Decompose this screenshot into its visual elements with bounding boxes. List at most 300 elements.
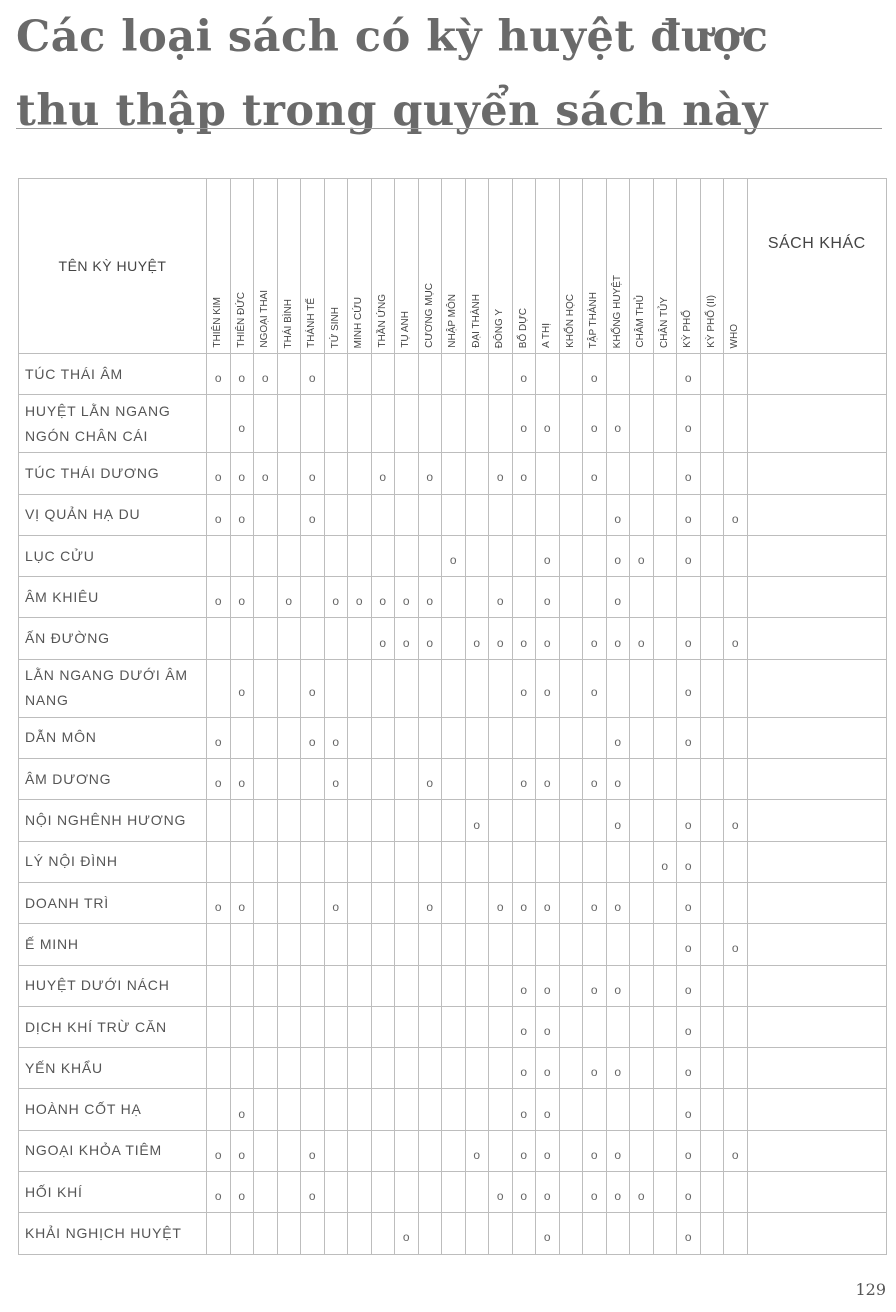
book-mark-cell <box>324 841 348 882</box>
book-mark-cell <box>207 618 231 659</box>
book-mark-cell: o <box>677 618 701 659</box>
book-mark-cell: o <box>606 800 630 841</box>
book-mark-cell <box>254 1006 278 1047</box>
book-mark-cell <box>324 1172 348 1213</box>
book-mark-cell <box>301 395 325 453</box>
book-mark-cell <box>724 1048 748 1089</box>
book-mark-cell <box>348 965 372 1006</box>
book-mark-cell <box>724 1089 748 1130</box>
book-mark-cell <box>512 577 536 618</box>
book-mark-cell: o <box>583 395 607 453</box>
book-mark-cell <box>700 535 724 576</box>
table-row <box>19 494 887 535</box>
book-mark-cell: o <box>536 577 560 618</box>
book-mark-cell <box>724 759 748 800</box>
book-mark-cell <box>395 759 419 800</box>
book-mark-cell: o <box>230 494 254 535</box>
book-mark-cell <box>395 494 419 535</box>
book-mark-cell <box>700 924 724 965</box>
book-mark-cell <box>254 924 278 965</box>
book-mark-cell <box>418 841 442 882</box>
other-books-cell <box>747 535 887 576</box>
book-mark-cell: o <box>606 1172 630 1213</box>
book-mark-cell: o <box>512 1130 536 1171</box>
book-mark-cell <box>442 453 466 494</box>
book-mark-cell <box>465 453 489 494</box>
book-mark-cell: o <box>677 800 701 841</box>
book-mark-cell <box>207 395 231 453</box>
book-column-label: A THỊ <box>541 323 553 348</box>
book-mark-cell: o <box>512 759 536 800</box>
book-mark-cell <box>418 354 442 395</box>
book-column-label: THẦN ỨNG <box>376 294 388 348</box>
book-mark-cell <box>653 577 677 618</box>
book-mark-cell <box>465 1006 489 1047</box>
book-mark-cell: o <box>324 577 348 618</box>
book-mark-cell <box>559 1172 583 1213</box>
table-row <box>19 535 887 576</box>
book-mark-cell <box>301 759 325 800</box>
book-mark-cell <box>512 1213 536 1254</box>
table-row <box>19 841 887 882</box>
book-mark-cell <box>207 1213 231 1254</box>
book-mark-cell <box>348 800 372 841</box>
book-mark-cell: o <box>606 717 630 758</box>
book-mark-cell <box>230 618 254 659</box>
book-mark-cell <box>371 924 395 965</box>
other-books-cell <box>747 494 887 535</box>
book-mark-cell <box>559 924 583 965</box>
book-mark-cell <box>442 618 466 659</box>
book-mark-cell <box>630 882 654 923</box>
book-mark-cell <box>724 354 748 395</box>
book-mark-cell <box>465 882 489 923</box>
book-mark-cell <box>277 659 301 717</box>
book-mark-cell <box>254 618 278 659</box>
book-mark-cell <box>536 924 560 965</box>
book-mark-cell <box>348 1089 372 1130</box>
book-mark-cell: o <box>583 354 607 395</box>
book-mark-cell: o <box>512 1048 536 1089</box>
book-mark-cell: o <box>207 453 231 494</box>
book-mark-cell: o <box>371 453 395 494</box>
book-mark-cell <box>324 1048 348 1089</box>
book-mark-cell: o <box>465 618 489 659</box>
book-column-label: THIÊN ĐỨC <box>235 292 247 348</box>
book-mark-cell <box>653 659 677 717</box>
book-mark-cell: o <box>418 577 442 618</box>
table-row <box>19 759 887 800</box>
book-mark-cell <box>630 453 654 494</box>
book-mark-cell <box>512 494 536 535</box>
book-mark-cell <box>277 717 301 758</box>
book-mark-cell <box>230 535 254 576</box>
book-mark-cell: o <box>536 395 560 453</box>
book-mark-cell <box>254 659 278 717</box>
book-mark-cell <box>724 577 748 618</box>
book-mark-cell <box>559 395 583 453</box>
book-mark-cell <box>230 841 254 882</box>
table-row <box>19 1089 887 1130</box>
book-mark-cell <box>371 1130 395 1171</box>
book-mark-cell <box>465 1089 489 1130</box>
book-mark-cell <box>324 924 348 965</box>
book-mark-cell <box>371 1089 395 1130</box>
book-mark-cell <box>207 965 231 1006</box>
book-column-label: TỤ ANH <box>400 311 412 348</box>
book-mark-cell <box>583 800 607 841</box>
acupoint-name: TÚC THÁI ÂM <box>19 354 207 395</box>
book-mark-cell <box>653 494 677 535</box>
book-mark-cell <box>254 800 278 841</box>
book-mark-cell <box>583 494 607 535</box>
book-mark-cell: o <box>230 882 254 923</box>
book-mark-cell <box>277 1213 301 1254</box>
book-mark-cell: o <box>536 1213 560 1254</box>
book-mark-cell <box>395 1048 419 1089</box>
book-mark-cell: o <box>724 618 748 659</box>
book-mark-cell <box>536 453 560 494</box>
book-mark-cell: o <box>606 535 630 576</box>
book-mark-cell <box>700 395 724 453</box>
book-mark-cell: o <box>465 800 489 841</box>
table-row <box>19 618 887 659</box>
book-mark-cell <box>277 535 301 576</box>
book-mark-cell <box>630 965 654 1006</box>
book-mark-cell <box>442 759 466 800</box>
other-books-cell <box>747 577 887 618</box>
book-mark-cell <box>653 453 677 494</box>
book-mark-cell <box>395 354 419 395</box>
book-mark-cell <box>465 1048 489 1089</box>
book-mark-cell <box>277 759 301 800</box>
acupoint-name: LỤC CỬU <box>19 535 207 576</box>
book-mark-cell: o <box>724 800 748 841</box>
book-mark-cell <box>418 800 442 841</box>
book-mark-cell: o <box>512 965 536 1006</box>
book-mark-cell <box>700 494 724 535</box>
book-mark-cell <box>536 841 560 882</box>
book-mark-cell: o <box>630 1172 654 1213</box>
book-mark-cell <box>230 1006 254 1047</box>
book-mark-cell <box>512 535 536 576</box>
book-mark-cell: o <box>677 1213 701 1254</box>
book-mark-cell <box>348 535 372 576</box>
book-mark-cell <box>348 924 372 965</box>
book-mark-cell: o <box>606 494 630 535</box>
book-mark-cell: o <box>583 1130 607 1171</box>
book-mark-cell: o <box>583 1172 607 1213</box>
book-mark-cell: o <box>677 453 701 494</box>
table-row <box>19 1213 887 1254</box>
table-row <box>19 577 887 618</box>
book-mark-cell <box>700 1048 724 1089</box>
book-column-label: KỲ PHỔ <box>682 310 694 348</box>
book-mark-cell <box>207 659 231 717</box>
book-mark-cell <box>395 1130 419 1171</box>
book-mark-cell: o <box>724 1130 748 1171</box>
book-mark-cell <box>559 494 583 535</box>
book-mark-cell: o <box>583 453 607 494</box>
book-mark-cell <box>254 1130 278 1171</box>
book-mark-cell <box>700 965 724 1006</box>
book-mark-cell: o <box>301 354 325 395</box>
book-mark-cell <box>395 1089 419 1130</box>
book-mark-cell <box>653 354 677 395</box>
other-books-cell <box>747 1089 887 1130</box>
book-mark-cell <box>724 1006 748 1047</box>
book-mark-cell <box>630 494 654 535</box>
book-mark-cell <box>559 453 583 494</box>
book-column-header <box>583 179 607 354</box>
book-mark-cell: o <box>442 535 466 576</box>
book-mark-cell <box>724 395 748 453</box>
book-mark-cell <box>465 965 489 1006</box>
book-mark-cell <box>700 618 724 659</box>
book-mark-cell <box>324 494 348 535</box>
book-column-label: KHỔN HỌC <box>564 294 576 348</box>
book-mark-cell: o <box>489 1172 513 1213</box>
book-column-header <box>230 179 254 354</box>
book-mark-cell: o <box>512 1089 536 1130</box>
table-row <box>19 1048 887 1089</box>
other-books-cell <box>747 800 887 841</box>
book-mark-cell <box>418 395 442 453</box>
book-mark-cell: o <box>583 1048 607 1089</box>
book-mark-cell <box>512 717 536 758</box>
book-mark-cell <box>348 494 372 535</box>
book-mark-cell: o <box>536 759 560 800</box>
book-column-label: TỨ SINH <box>329 306 341 348</box>
book-mark-cell: o <box>254 354 278 395</box>
book-mark-cell: o <box>371 618 395 659</box>
book-mark-cell <box>277 924 301 965</box>
acupoint-name: HỐI KHÍ <box>19 1172 207 1213</box>
book-mark-cell <box>465 1172 489 1213</box>
book-mark-cell <box>277 800 301 841</box>
book-mark-cell <box>442 717 466 758</box>
other-books-cell <box>747 453 887 494</box>
book-mark-cell <box>442 1089 466 1130</box>
book-column-header <box>724 179 748 354</box>
book-mark-cell <box>700 453 724 494</box>
book-mark-cell <box>630 717 654 758</box>
book-mark-cell: o <box>724 924 748 965</box>
book-column-label: CƯƠNG MỤC <box>423 283 435 348</box>
book-mark-cell <box>536 717 560 758</box>
book-mark-cell <box>653 1048 677 1089</box>
acupoint-name: DẪN MÔN <box>19 717 207 758</box>
book-mark-cell: o <box>324 882 348 923</box>
book-mark-cell <box>230 1213 254 1254</box>
book-mark-cell <box>653 1213 677 1254</box>
book-mark-cell: o <box>207 759 231 800</box>
book-mark-cell <box>489 759 513 800</box>
acupoint-name: TÚC THÁI DƯƠNG <box>19 453 207 494</box>
book-mark-cell <box>630 1089 654 1130</box>
book-column-header <box>254 179 278 354</box>
book-mark-cell <box>724 841 748 882</box>
acupoint-name: HUYỆT DƯỚI NÁCH <box>19 965 207 1006</box>
book-mark-cell: o <box>677 717 701 758</box>
book-mark-cell <box>630 354 654 395</box>
book-mark-cell <box>465 841 489 882</box>
book-mark-cell <box>371 395 395 453</box>
table-body <box>19 354 887 1255</box>
book-mark-cell <box>418 717 442 758</box>
book-mark-cell <box>230 924 254 965</box>
book-mark-cell <box>254 395 278 453</box>
other-books-cell <box>747 965 887 1006</box>
book-mark-cell <box>583 841 607 882</box>
book-mark-cell <box>512 924 536 965</box>
acupoint-name: HOÀNH CỐT HẠ <box>19 1089 207 1130</box>
book-mark-cell <box>653 1130 677 1171</box>
book-mark-cell: o <box>348 577 372 618</box>
book-column-label: ĐÔNG Y <box>494 308 506 348</box>
table-row <box>19 354 887 395</box>
book-mark-cell: o <box>301 1130 325 1171</box>
book-mark-cell <box>489 924 513 965</box>
book-mark-cell <box>301 965 325 1006</box>
book-mark-cell <box>442 924 466 965</box>
book-mark-cell: o <box>677 1172 701 1213</box>
book-mark-cell <box>301 1048 325 1089</box>
page-number: 129 <box>855 1280 886 1299</box>
book-mark-cell <box>606 1089 630 1130</box>
book-mark-cell <box>254 717 278 758</box>
book-mark-cell <box>418 535 442 576</box>
acupoint-name: Ế MINH <box>19 924 207 965</box>
book-mark-cell <box>700 577 724 618</box>
book-mark-cell: o <box>536 1130 560 1171</box>
book-mark-cell <box>442 965 466 1006</box>
book-mark-cell: o <box>653 841 677 882</box>
book-mark-cell <box>700 354 724 395</box>
book-mark-cell <box>418 1006 442 1047</box>
book-mark-cell: o <box>418 882 442 923</box>
book-mark-cell <box>512 841 536 882</box>
book-mark-cell <box>465 1213 489 1254</box>
book-mark-cell: o <box>677 1048 701 1089</box>
book-mark-cell <box>277 841 301 882</box>
book-mark-cell <box>536 800 560 841</box>
book-mark-cell <box>653 965 677 1006</box>
page-title <box>16 0 886 148</box>
book-mark-cell <box>395 800 419 841</box>
book-mark-cell: o <box>207 494 231 535</box>
book-column-header <box>301 179 325 354</box>
book-mark-cell <box>395 882 419 923</box>
book-mark-cell <box>489 395 513 453</box>
book-mark-cell <box>630 924 654 965</box>
book-mark-cell <box>207 1089 231 1130</box>
book-mark-cell <box>559 717 583 758</box>
book-column-header <box>371 179 395 354</box>
book-mark-cell <box>653 395 677 453</box>
book-mark-cell <box>630 1048 654 1089</box>
acupoint-name: LẰN NGANG DƯỚI ÂM NANG <box>19 659 207 717</box>
book-mark-cell <box>465 659 489 717</box>
book-mark-cell: o <box>606 882 630 923</box>
book-mark-cell: o <box>677 965 701 1006</box>
other-books-cell <box>747 717 887 758</box>
book-column-header <box>277 179 301 354</box>
acupoint-name: DOANH TRÌ <box>19 882 207 923</box>
book-mark-cell: o <box>371 577 395 618</box>
book-mark-cell <box>371 1006 395 1047</box>
book-mark-cell <box>254 494 278 535</box>
book-column-header <box>324 179 348 354</box>
book-mark-cell <box>724 882 748 923</box>
book-mark-cell <box>465 395 489 453</box>
book-mark-cell <box>230 1048 254 1089</box>
book-mark-cell <box>277 1006 301 1047</box>
book-mark-cell <box>324 535 348 576</box>
book-mark-cell <box>254 965 278 1006</box>
book-mark-cell: o <box>630 535 654 576</box>
book-mark-cell <box>418 1213 442 1254</box>
book-mark-cell: o <box>677 1089 701 1130</box>
book-mark-cell: o <box>230 1130 254 1171</box>
book-mark-cell <box>395 965 419 1006</box>
book-mark-cell: o <box>301 717 325 758</box>
book-mark-cell <box>536 354 560 395</box>
book-mark-cell <box>489 800 513 841</box>
book-mark-cell <box>559 882 583 923</box>
book-mark-cell <box>724 535 748 576</box>
book-mark-cell <box>418 965 442 1006</box>
book-column-label: THIÊN KIM <box>212 297 224 348</box>
acupoint-book-table <box>18 178 887 1255</box>
book-mark-cell <box>465 535 489 576</box>
book-mark-cell <box>630 759 654 800</box>
book-mark-cell <box>277 395 301 453</box>
book-mark-cell <box>442 577 466 618</box>
book-column-label: NHẬP MÔN <box>447 294 459 348</box>
book-mark-cell <box>630 800 654 841</box>
book-mark-cell <box>371 1048 395 1089</box>
book-mark-cell <box>254 1172 278 1213</box>
table-row <box>19 395 887 453</box>
book-mark-cell <box>395 453 419 494</box>
book-mark-cell <box>583 535 607 576</box>
book-mark-cell: o <box>207 882 231 923</box>
book-mark-cell <box>442 800 466 841</box>
book-mark-cell: o <box>489 577 513 618</box>
book-mark-cell <box>418 659 442 717</box>
book-mark-cell: o <box>230 759 254 800</box>
book-mark-cell <box>254 1089 278 1130</box>
book-mark-cell: o <box>583 759 607 800</box>
book-mark-cell <box>371 659 395 717</box>
book-mark-cell <box>418 1172 442 1213</box>
book-mark-cell <box>489 1089 513 1130</box>
book-mark-cell: o <box>724 494 748 535</box>
book-mark-cell <box>559 1213 583 1254</box>
book-mark-cell: o <box>606 1130 630 1171</box>
book-mark-cell <box>630 1213 654 1254</box>
book-mark-cell: o <box>230 453 254 494</box>
book-mark-cell: o <box>583 965 607 1006</box>
book-mark-cell <box>277 354 301 395</box>
book-mark-cell <box>348 659 372 717</box>
book-mark-cell <box>606 453 630 494</box>
book-mark-cell <box>630 841 654 882</box>
book-mark-cell <box>606 659 630 717</box>
book-mark-cell <box>371 882 395 923</box>
book-mark-cell <box>465 717 489 758</box>
